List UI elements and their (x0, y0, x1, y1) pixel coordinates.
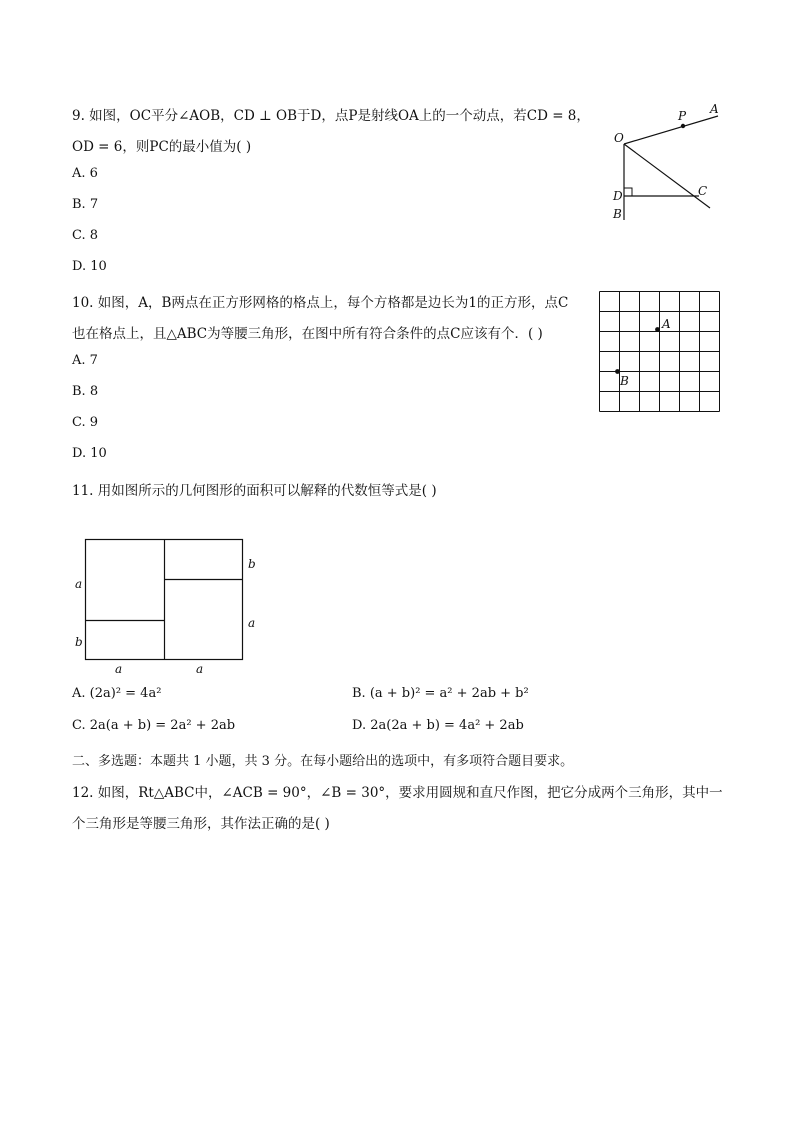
q11-label-bottom-a2: a (196, 662, 204, 676)
q9-option-c: C. 8 (72, 228, 99, 243)
label-c: C (698, 184, 708, 198)
bisector-oc (624, 144, 710, 208)
q11-label-left-a: a (75, 577, 83, 591)
label-d: D (613, 189, 623, 203)
right-angle-mark (624, 188, 632, 196)
q9-option-b: B. 7 (72, 197, 99, 212)
q10-option-c: C. 9 (72, 415, 99, 430)
label-p: P (678, 109, 687, 123)
q9-line1: 9. 如图，OC平分∠AOB，CD ⊥ OB于D，点P是射线OA上的一个动点，若CD = 8， (72, 108, 590, 124)
q10-line2: 也在格点上，且△ABC为等腰三角形，在图中所有符合条件的点C应该有个．( ) (72, 326, 543, 342)
q12-line1: 12. 如图，Rt△ABC中，∠ACB = 90°，∠B = 30°，要求用圆规和直尺作图，把它分成两个三角形，其中一 (72, 785, 723, 801)
label-b: B (613, 207, 622, 221)
q10-option-b: B. 8 (72, 384, 99, 399)
q10-grid-figure (599, 291, 720, 412)
q9-option-a: A. 6 (72, 166, 98, 181)
q11-label-bottom-a1: a (115, 662, 123, 676)
q10-option-a: A. 7 (72, 353, 98, 368)
q9-line2: OD = 6，则PC的最小值为( ) (72, 139, 252, 155)
ray-oa (624, 116, 718, 144)
q11-option-d: D. 2a(2a + b) = 4a² + 2ab (352, 718, 524, 733)
q9-figure (600, 98, 730, 228)
q11-area-figure (70, 536, 265, 681)
q11-label-right-b: b (248, 557, 256, 571)
q11-option-a: A. (2a)² = 4a² (72, 686, 162, 701)
grid-point-a (655, 327, 660, 332)
q11-option-b: B. (a + b)² = a² + 2ab + b² (352, 686, 529, 701)
point-p (681, 124, 685, 128)
grid-label-b: B (620, 374, 629, 388)
q10-line1: 10. 如图，A，B两点在正方形网格的格点上，每个方格都是边长为1的正方形，点C (72, 295, 569, 311)
q11-line1: 11. 用如图所示的几何图形的面积可以解释的代数恒等式是( ) (72, 483, 437, 499)
label-a: A (710, 102, 719, 116)
label-o: O (614, 131, 624, 145)
q9-option-d: D. 10 (72, 259, 107, 274)
section-2-heading: 二、多选题：本题共 1 小题，共 3 分。在每小题给出的选项中，有多项符合题目要求。 (72, 754, 574, 769)
q11-label-right-a: a (248, 616, 256, 630)
q12-line2: 个三角形是等腰三角形，其作法正确的是( ) (72, 816, 330, 832)
q11-option-c: C. 2a(a + b) = 2a² + 2ab (72, 718, 236, 733)
q10-option-d: D. 10 (72, 446, 107, 461)
grid-label-a: A (662, 317, 671, 331)
q11-label-left-b: b (75, 635, 83, 649)
